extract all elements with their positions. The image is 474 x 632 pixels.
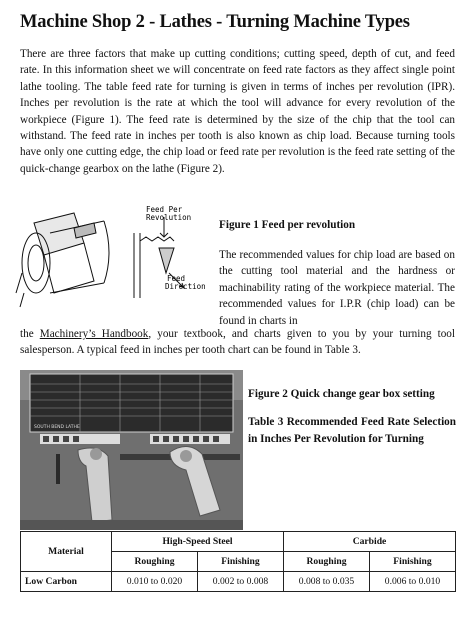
label-direction: Direction <box>165 282 206 291</box>
figure1-illustration <box>14 203 214 313</box>
header-hss: High-Speed Steel <box>112 532 284 552</box>
p3-suffix: , your textbook, and charts given to you by your turning tool salesperson. A typical feed in inches per tooth chart can be found in Table 3. <box>20 328 456 357</box>
table3-caption: Table 3 Recommended Feed Rate Selection in Inches Per Revolution for Turning <box>248 416 456 445</box>
cell-carbide-finishing: 0.006 to 0.010 <box>370 572 456 592</box>
figure1-caption: Figure 1 Feed per revolution <box>219 219 356 231</box>
subheader-carbide-roughing: Roughing <box>284 552 370 572</box>
figure2-caption: Figure 2 Quick change gear box setting <box>248 388 435 400</box>
header-carbide: Carbide <box>284 532 456 552</box>
table-row <box>21 572 456 592</box>
feed-rate-table <box>20 531 456 592</box>
intro-paragraph: There are three factors that make up cutting conditions; cutting speed, depth of cut, and feed rate. In this information sheet we will concentrate on feed rate factors as they affect single point lathe tooling. The table feed rate for turning is given in terms of inches per revolution (IPR). Inches per revolution is the rate at which the tool will advance for every revolution of the workpiece (Figure 1). The feed rate is determined by the size of the chip that the tool can withstand. The feed rate in inches per tooth is also known as chip load. Because turning tools have only one cutting edge, the chip load or feed rate per revolution is the feed rate setting of the quick-change gearbox on the lathe (Figure 2). <box>20 48 455 175</box>
table-header-row <box>21 532 456 552</box>
subheader-carbide-finishing: Finishing <box>370 552 456 572</box>
cell-hss-roughing: 0.010 to 0.020 <box>112 572 198 592</box>
cell-carbide-roughing: 0.008 to 0.035 <box>284 572 370 592</box>
label-revolution: Revolution <box>146 213 192 222</box>
label-feed: Feed <box>167 274 186 283</box>
row-material: Low Carbon <box>21 572 112 592</box>
label-feed-per: Feed Per <box>146 205 183 214</box>
plate-brand: SOUTH BEND LATHE <box>34 425 80 430</box>
subheader-hss-roughing: Roughing <box>112 552 198 572</box>
header-material: Material <box>21 532 112 572</box>
p3-prefix: the <box>20 328 40 340</box>
page-title: Machine Shop 2 - Lathes - Turning Machine Types <box>20 12 410 32</box>
cell-hss-finishing: 0.002 to 0.008 <box>198 572 284 592</box>
paragraph-chip-load: The recommended values for chip load are based on the cutting tool material and the hardness or machinability rating of the workpiece material. The recommended values for I.P.R (chip load) can be found in charts in <box>219 249 455 327</box>
subheader-hss-finishing: Finishing <box>198 552 284 572</box>
paragraph-references <box>20 326 455 359</box>
gearbox-photo <box>20 370 243 530</box>
machinerys-handbook-link: Machinery’s Handbook <box>39 328 149 340</box>
